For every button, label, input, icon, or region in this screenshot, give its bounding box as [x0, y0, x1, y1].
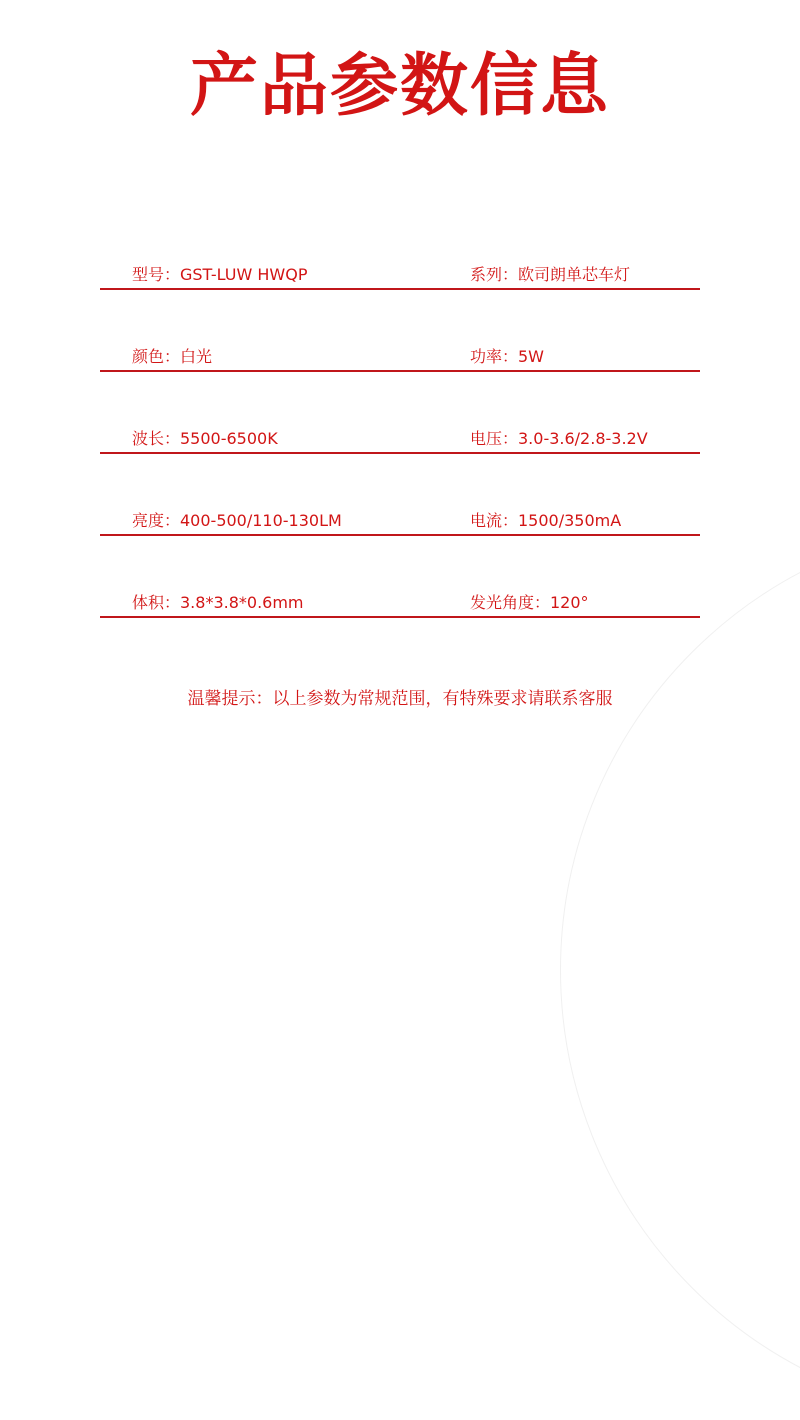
spec-color: 颜色：白光	[132, 347, 213, 366]
spec-series: 系列：欧司朗单芯车灯	[470, 265, 631, 284]
spec-row-color	[100, 330, 700, 372]
page-title: 产品参数信息	[189, 47, 610, 126]
spec-wavelength: 波长：5500-6500K	[132, 429, 278, 448]
spec-row-model	[100, 248, 700, 290]
spec-row-size	[100, 576, 700, 618]
spec-power: 功率：5W	[470, 347, 545, 366]
spec-model: 型号：GST-LUW HWQP	[132, 265, 308, 284]
spec-row-brightness	[100, 494, 700, 536]
spec-row-wavelength	[100, 412, 700, 454]
spec-table	[100, 248, 700, 658]
friendly-reminder: 温馨提示：以上参数为常规范围，有特殊要求请联系客服	[187, 689, 613, 709]
spec-current: 电流：1500/350mA	[470, 511, 622, 530]
spec-brightness: 亮度：400-500/110-130LM	[132, 511, 342, 530]
spec-beam-angle: 发光角度：120°	[470, 593, 589, 612]
spec-voltage: 电压：3.0-3.6/2.8-3.2V	[470, 429, 648, 448]
spec-size: 体积：3.8*3.8*0.6mm	[132, 593, 304, 612]
